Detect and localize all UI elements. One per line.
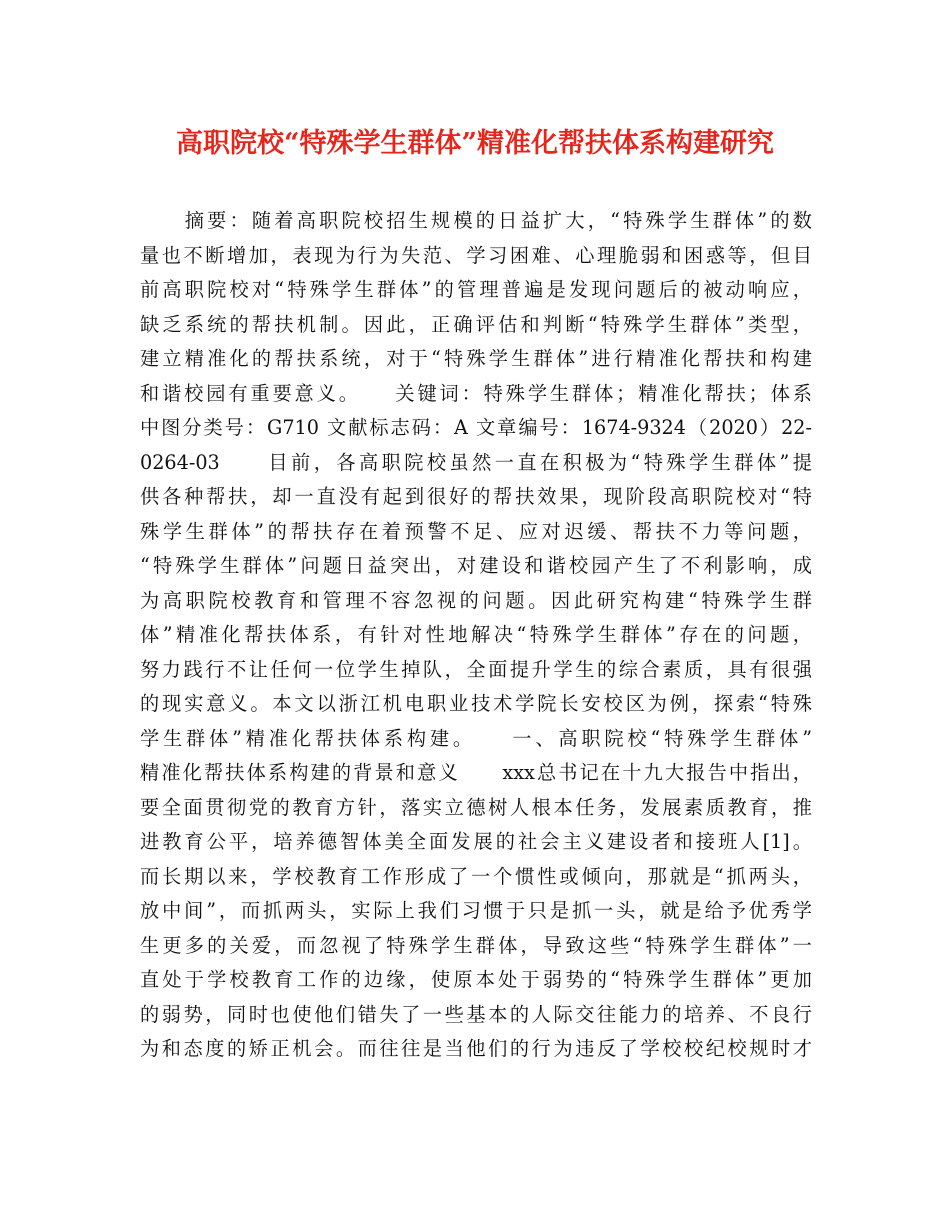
text-line: 0264-03 目前，各高职院校虽然一直在积极为“特殊学生群体”提	[140, 450, 812, 474]
text-line: 要全面贯彻党的教育方针，落实立德树人根本任务，发展素质教育，推	[140, 795, 812, 819]
text-line: 的弱势，同时也使他们错失了一些基本的人际交往能力的培养、不良行	[140, 1002, 812, 1026]
text-line: 直处于学校教育工作的边缘，使原本处于弱势的“特殊学生群体”更加	[140, 968, 812, 991]
text-line: 学生群体”精准化帮扶体系构建。 一、高职院校“特殊学生群体”	[140, 726, 812, 750]
text-line: 殊学生群体”的帮扶存在着预警不足、应对迟缓、帮扶不力等问题，	[140, 519, 812, 543]
document-body	[140, 204, 812, 1067]
text-line: 为高职院校教育和管理不容忽视的问题。因此研究构建“特殊学生群	[140, 588, 812, 612]
text-line: 建立精准化的帮扶系统，对于“特殊学生群体”进行精准化帮扶和构建	[140, 347, 812, 370]
text-line: “特殊学生群体”问题日益突出，对建设和谐校园产生了不利影响，成	[140, 554, 812, 577]
text-line: 前高职院校对“特殊学生群体”的管理普遍是发现问题后的被动响应，	[140, 278, 812, 301]
text-line: 体”精准化帮扶体系，有针对性地解决“特殊学生群体”存在的问题，	[140, 623, 812, 646]
text-line: 和谐校园有重要意义。 关键词：特殊学生群体；精准化帮扶；体系	[140, 381, 812, 405]
text-line: 摘要：随着高职院校招生规模的日益扩大，“特殊学生群体”的数	[140, 209, 812, 232]
text-line: 精准化帮扶体系构建的背景和意义 xxx总书记在十九大报告中指出，	[140, 761, 812, 784]
text-line: 放中间”，而抓两头，实际上我们习惯于只是抓一头，就是给予优秀学	[140, 899, 812, 922]
text-line: 量也不断增加，表现为行为失范、学习困难、心理脆弱和困惑等，但目	[140, 243, 812, 267]
text-line: 缺乏系统的帮扶机制。因此，正确评估和判断“特殊学生群体”类型，	[140, 312, 812, 336]
text-line: 的现实意义。本文以浙江机电职业技术学院长安校区为例，探索“特殊	[140, 692, 812, 715]
text-line: 为和态度的矫正机会。而往往是当他们的行为违反了学校校纪校规时才	[140, 1037, 812, 1060]
text-line: 供各种帮扶，却一直没有起到很好的帮扶效果，现阶段高职院校对“特	[140, 485, 812, 508]
text-line: 中图分类号：G710 文献标志码：A 文章编号：1674-9324（2020）22-	[140, 416, 812, 439]
document-title: 高职院校“特殊学生群体”精准化帮扶体系构建研究	[175, 128, 775, 159]
text-line: 而长期以来，学校教育工作形成了一个惯性或倾向，那就是“抓两头，	[140, 864, 812, 888]
text-line: 生更多的关爱，而忽视了特殊学生群体，导致这些“特殊学生群体”一	[140, 933, 812, 957]
text-line: 进教育公平，培养德智体美全面发展的社会主义建设者和接班人[1]。	[140, 830, 812, 853]
text-line: 努力践行不让任何一位学生掉队，全面提升学生的综合素质，具有很强	[140, 657, 812, 681]
